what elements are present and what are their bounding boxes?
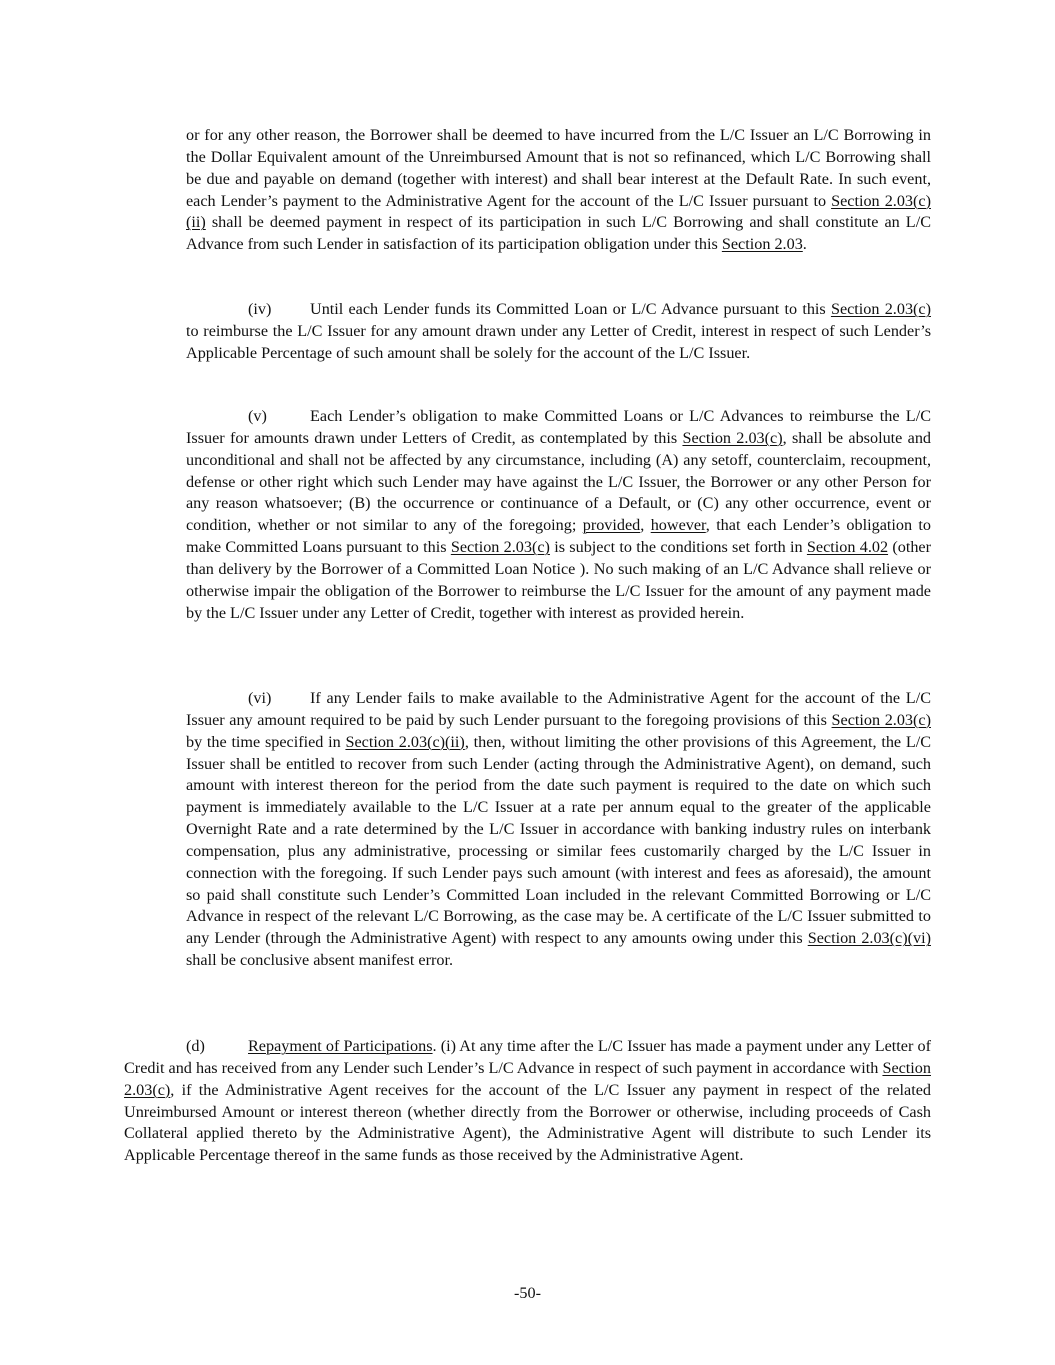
section-heading: Repayment of Participations — [248, 1037, 433, 1055]
text-run: (other than delivery by the Borrower of a Committed Loan Notice ). No such making of an L/C Advance shall relieve or otherwise impair the obligation of the Borrower to reimburse the L/C Issuer for the amount of any payment made by the L/C Issuer under any Letter of Credit, together with interest as provided herein. — [186, 538, 931, 622]
section-reference: Section 2.03(c) — [830, 300, 931, 318]
section-reference: Section 2.03(c)(vi) — [807, 929, 931, 948]
paragraph-iv — [186, 299, 931, 365]
paragraph-label: (v) — [248, 407, 267, 425]
text-run: to reimburse the L/C Issuer for any amount drawn under any Letter of Credit, interest in respect of such Lender’s Applicable Percentage of such amount shall be solely for the account of the L/C Issuer. — [186, 321, 931, 362]
provided-term: provided — [582, 516, 641, 535]
text-run: . — [802, 235, 807, 254]
text-run: or for any other reason, the Borrower shall be deemed to have incurred from the L/C Issuer an L/C Borrowing in the Dollar Equivalent amount of the Unreimbursed Amount that is not so refinanced, which L/C Borrowing shall be due and payable on demand (together with interest) and shall bear interest at the Default Rate. In such event, each Lender’s payment to the Administrative Agent for the account of the L/C Issuer pursuant to — [186, 126, 931, 210]
however-term: however — [650, 516, 706, 535]
section-reference: Section 2.03(c)(ii) — [186, 191, 931, 232]
text-run: shall be deemed payment in respect of its participation in such L/C Borrowing and shall constitute an L/C Advance from such Lender in satisfaction of its participation obligation under this — [186, 213, 931, 254]
section-reference: Section 2.03 — [721, 235, 803, 254]
text-run: . (i) At any time after the L/C Issuer has made a payment under any Letter of Credit and has received from any Lender such Lender’s L/C Advance in respect of such payment in accordance with — [124, 1037, 931, 1077]
section-reference: Section 2.03(c) — [124, 1058, 931, 1099]
text-run: If any Lender fails to make available to the Administrative Agent for the account of the L/C Issuer any amount required to be paid by such Lender pursuant to the foregoing provisions of this — [186, 689, 931, 729]
page-number: -50- — [514, 1284, 541, 1302]
section-reference: Section 4.02 — [806, 538, 889, 557]
section-reference: Section 2.03(c) — [682, 428, 783, 447]
text-run: shall be conclusive absent manifest error. — [186, 951, 454, 970]
text-run: , if the Administrative Agent receives for the account of the L/C Issuer any payment in respect of the related Unreimbursed Amount or interest thereon (whether directly from the Borrower or otherwise, including proceeds of Cash Collateral applied thereto by the Administrative Agent), the Administrative Agent will distribute to such Lender its Applicable Percentage thereof in the same funds as those received by the Administrative Agent. — [124, 1080, 931, 1165]
paragraph-d — [124, 1036, 931, 1167]
paragraph-v — [186, 406, 931, 624]
text-run: , — [640, 516, 651, 535]
section-reference: Section 2.03(c)(ii) — [345, 732, 465, 751]
section-reference: Section 2.03(c) — [831, 710, 931, 729]
text-run: by the time specified in — [186, 732, 346, 751]
text-run: , shall be absolute and unconditional and shall not be affected by any circumstance, including (A) any setoff, counterclaim, recoupment, defense or other right which such Lender may have against the L/C Issuer, the Borrower or any other Person for any reason whatsoever; (B) the occurrence or continuance of a Default, or (C) any other occurrence, event or condition, whether or not similar to any of the foregoing; — [186, 428, 932, 535]
text-run: , that each Lender’s obligation to make Committed Loans pursuant to this — [186, 516, 932, 557]
text-run: is subject to the conditions set forth in — [549, 538, 807, 557]
paragraph-label: (vi) — [248, 689, 272, 707]
text-run: , then, without limiting the other provisions of this Agreement, the L/C Issuer shall be entitled to recover from such Lender (acting through the Administrative Agent), on demand, such amount with interest thereon for the period from the date such payment is required to the date on which such payment is immediately available to the L/C Issuer at a rate per annum equal to the greater of the applicable Overnight Rate and a rate determined by the L/C Issuer in accordance with banking industry rules on interbank compensation, plus any administrative, processing or similar fees customarily charged by the L/C Issuer in connection with the foregoing. If such Lender pays such amount (with interest and fees as aforesaid), the amount so paid shall constitute such Lender’s Committed Loan included in the relevant Committed Borrowing or L/C Advance in respect of the relevant L/C Borrowing, as the case may be. A certificate of the L/C Issuer submitted to any Lender (through the Administrative Agent) with respect to any amounts owing under this — [186, 732, 932, 948]
text-run: Each Lender’s obligation to make Committed Loans or L/C Advances to reimburse the L/C Issuer for amounts drawn under Letters of Credit, as contemplated by this — [186, 407, 931, 447]
paragraph-continuation — [186, 125, 931, 256]
paragraph-vi — [186, 688, 931, 972]
paragraph-label: (d) — [186, 1037, 205, 1055]
text-run: Until each Lender funds its Committed Loan or L/C Advance pursuant to this — [310, 300, 831, 318]
paragraph-label: (iv) — [248, 300, 272, 318]
section-reference: Section 2.03(c) — [450, 538, 550, 557]
